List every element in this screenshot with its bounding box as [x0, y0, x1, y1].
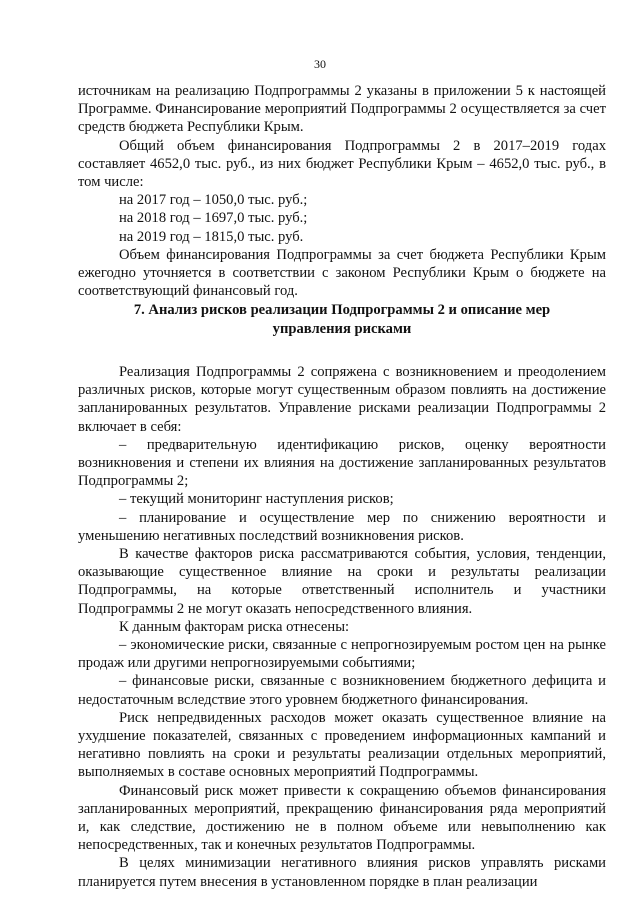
section-heading-line1: 7. Анализ рисков реализации Подпрограммы 2 и описание мер	[133, 302, 551, 318]
paragraph-unforeseen-expenses: Риск непредвиденных расходов может оказать существенное влияние на ухудшение показателей, связанных с проведением информационных кампаний и негативно повлиять на сроки и результаты реализации отдельных мероприятий, выполняемых в составе основных мероприятий Подпрограммы.	[78, 709, 606, 781]
funding-2017: на 2017 год – 1050,0 тыс. руб.;	[119, 192, 308, 209]
section-heading-line2: управления рисками	[272, 320, 412, 337]
list-item-planning: – планирование и осуществление мер по снижению вероятности и уменьшению негативных последствий возникновения рисков.	[78, 509, 606, 544]
list-item-economic-risks: – экономические риски, связанные с непрогнозируемым ростом цен на рынке продаж или другими непрогнозируемыми событиями;	[78, 637, 606, 672]
paragraph-annual-adjustment: Объем финансирования Подпрограммы за счет бюджета Республики Крым ежегодно уточняется в соответствии с законом Республики Крым о бюджете на соответствующий финансовый год.	[78, 246, 606, 300]
paragraph-total-funding: Общий объем финансирования Подпрограммы 2 в 2017–2019 годах составляет 4652,0 тыс. руб., из них бюджет Республики Крым – 4652,0 тыс. руб., в том числе:	[78, 137, 606, 191]
paragraph-risk-intro: Реализация Подпрограммы 2 сопряжена с возникновением и преодолением различных рисков, которые могут существенным образом повлиять на достижение запланированных результатов. Управление рисками реализации Подпрограммы 2 включает в себя:	[78, 364, 606, 435]
paragraph-minimization: В целях минимизации негативного влияния рисков управлять рисками планируется путем внесения в установленном порядке в план реализации	[78, 855, 606, 890]
list-item-monitoring: – текущий мониторинг наступления рисков;	[119, 491, 394, 508]
paragraph-financial-risk: Финансовый риск может привести к сокращению объемов финансирования запланированных мероприятий, прекращению финансирования ряда мероприятий и, как следствие, достижению не в полном объеме или невыполнению как непосредственных, так и конечных результатов Подпрограммы.	[78, 782, 606, 854]
risk-section	[78, 363, 606, 891]
paragraph-risk-factors: В качестве факторов риска рассматриваются события, условия, тенденции, оказывающие существенное влияние на сроки и результаты реализации Подпрограммы, на которые ответственный исполнитель и участники Подпрограммы 2 не могут оказать непосредственного влияния.	[78, 546, 606, 617]
funding-2018: на 2018 год – 1697,0 тыс. руб.;	[119, 210, 308, 227]
paragraph-sources: источникам на реализацию Подпрограммы 2 указаны в приложении 5 к настоящей Программе. Финансирование мероприятий Подпрограммы 2 осуществляется за счет средств бюджета Республики Крым.	[78, 83, 606, 136]
list-item-financial-risks: – финансовые риски, связанные с возникновением бюджетного дефицита и недостаточным вследствие этого уровнем бюджетного финансирования.	[78, 673, 606, 708]
paragraph-factors-list-intro: К данным факторам риска отнесены:	[119, 618, 350, 635]
list-item-identification: – предварительную идентификацию рисков, оценку вероятности возникновения и степени их влияния на достижение запланированных результатов Подпрограммы 2;	[78, 436, 606, 490]
top-section	[78, 82, 606, 300]
page-number: 30	[314, 57, 326, 71]
funding-2019: на 2019 год – 1815,0 тыс. руб.	[119, 228, 304, 245]
section-heading	[78, 301, 606, 338]
